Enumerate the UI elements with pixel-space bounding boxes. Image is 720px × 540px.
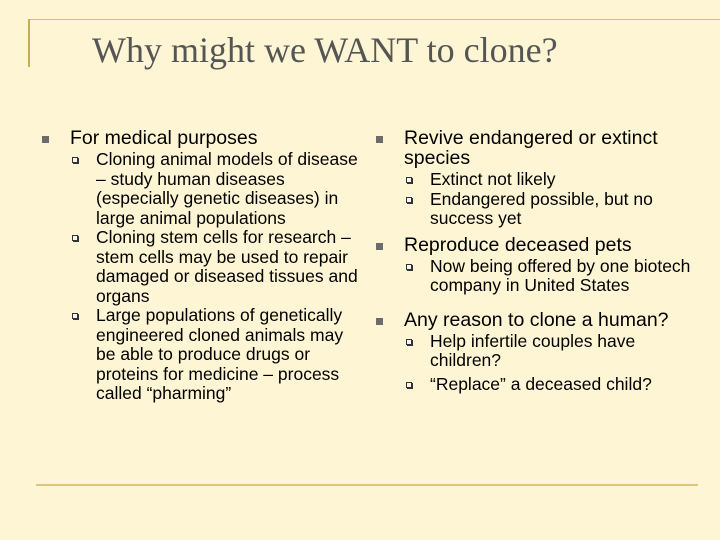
- top-rule: [28, 19, 720, 20]
- bullet-heading: Any reason to clone a human?: [404, 308, 669, 331]
- hollow-square-bullet-icon: [72, 157, 78, 163]
- slide-title: Why might we WANT to clone?: [92, 30, 558, 70]
- sub-bullet-list: [372, 257, 692, 296]
- sub-bullet-animal-models: [38, 150, 360, 228]
- sub-bullet-endangered: [372, 190, 692, 229]
- square-bullet-icon: [376, 318, 383, 325]
- hollow-square-bullet-icon: [406, 382, 412, 388]
- sub-bullet-extinct: [372, 170, 692, 190]
- left-column: [38, 128, 360, 404]
- hollow-square-bullet-icon: [406, 177, 412, 183]
- sub-bullet-text: Help infertile couples have children?: [430, 330, 636, 370]
- right-column: [372, 128, 692, 394]
- hollow-square-bullet-icon: [406, 264, 412, 270]
- sub-bullet-infertile: [372, 332, 692, 371]
- sub-bullet-list: [372, 170, 692, 229]
- square-bullet-icon: [376, 136, 383, 143]
- bullet-clone-human: [372, 310, 692, 330]
- sub-bullet-text: Cloning animal models of disease – study human diseases (especially genetic diseases) in large animal populations: [96, 149, 358, 228]
- bullet-heading: Reproduce deceased pets: [404, 233, 632, 256]
- square-bullet-icon: [376, 243, 383, 250]
- hollow-square-bullet-icon: [72, 235, 78, 241]
- bullet-medical-purposes: [38, 128, 360, 148]
- hollow-square-bullet-icon: [72, 313, 78, 319]
- hollow-square-bullet-icon: [406, 197, 412, 203]
- sub-bullet-text: Now being offered by one biotech company in United States: [430, 255, 691, 295]
- sub-bullet-list: [372, 332, 692, 395]
- sub-bullet-replace-child: [372, 375, 692, 395]
- sub-bullet-text: Endangered possible, but no success yet: [430, 188, 653, 228]
- sub-bullet-text: Large populations of genetically engineered cloned animals may be able to produce drugs or proteins for medicine – process called “pharming”: [96, 305, 344, 403]
- bullet-revive-species: [372, 128, 692, 168]
- bullet-deceased-pets: [372, 235, 692, 255]
- left-rule: [28, 19, 30, 67]
- sub-bullet-biotech: [372, 257, 692, 296]
- bullet-heading: For medical purposes: [70, 127, 258, 149]
- hollow-square-bullet-icon: [406, 339, 412, 345]
- sub-bullet-list: [38, 150, 360, 404]
- sub-bullet-text: “Replace” a deceased child?: [430, 373, 652, 394]
- bullet-heading: Revive endangered or extinct species: [404, 127, 658, 169]
- square-bullet-icon: [42, 136, 49, 143]
- sub-bullet-text: Extinct not likely: [430, 169, 556, 189]
- bottom-rule: [36, 484, 698, 486]
- sub-bullet-text: Cloning stem cells for research – stem cells may be used to repair damaged or diseased tissues and organs: [96, 227, 358, 306]
- sub-bullet-stem-cells: [38, 228, 360, 306]
- sub-bullet-pharming: [38, 306, 360, 404]
